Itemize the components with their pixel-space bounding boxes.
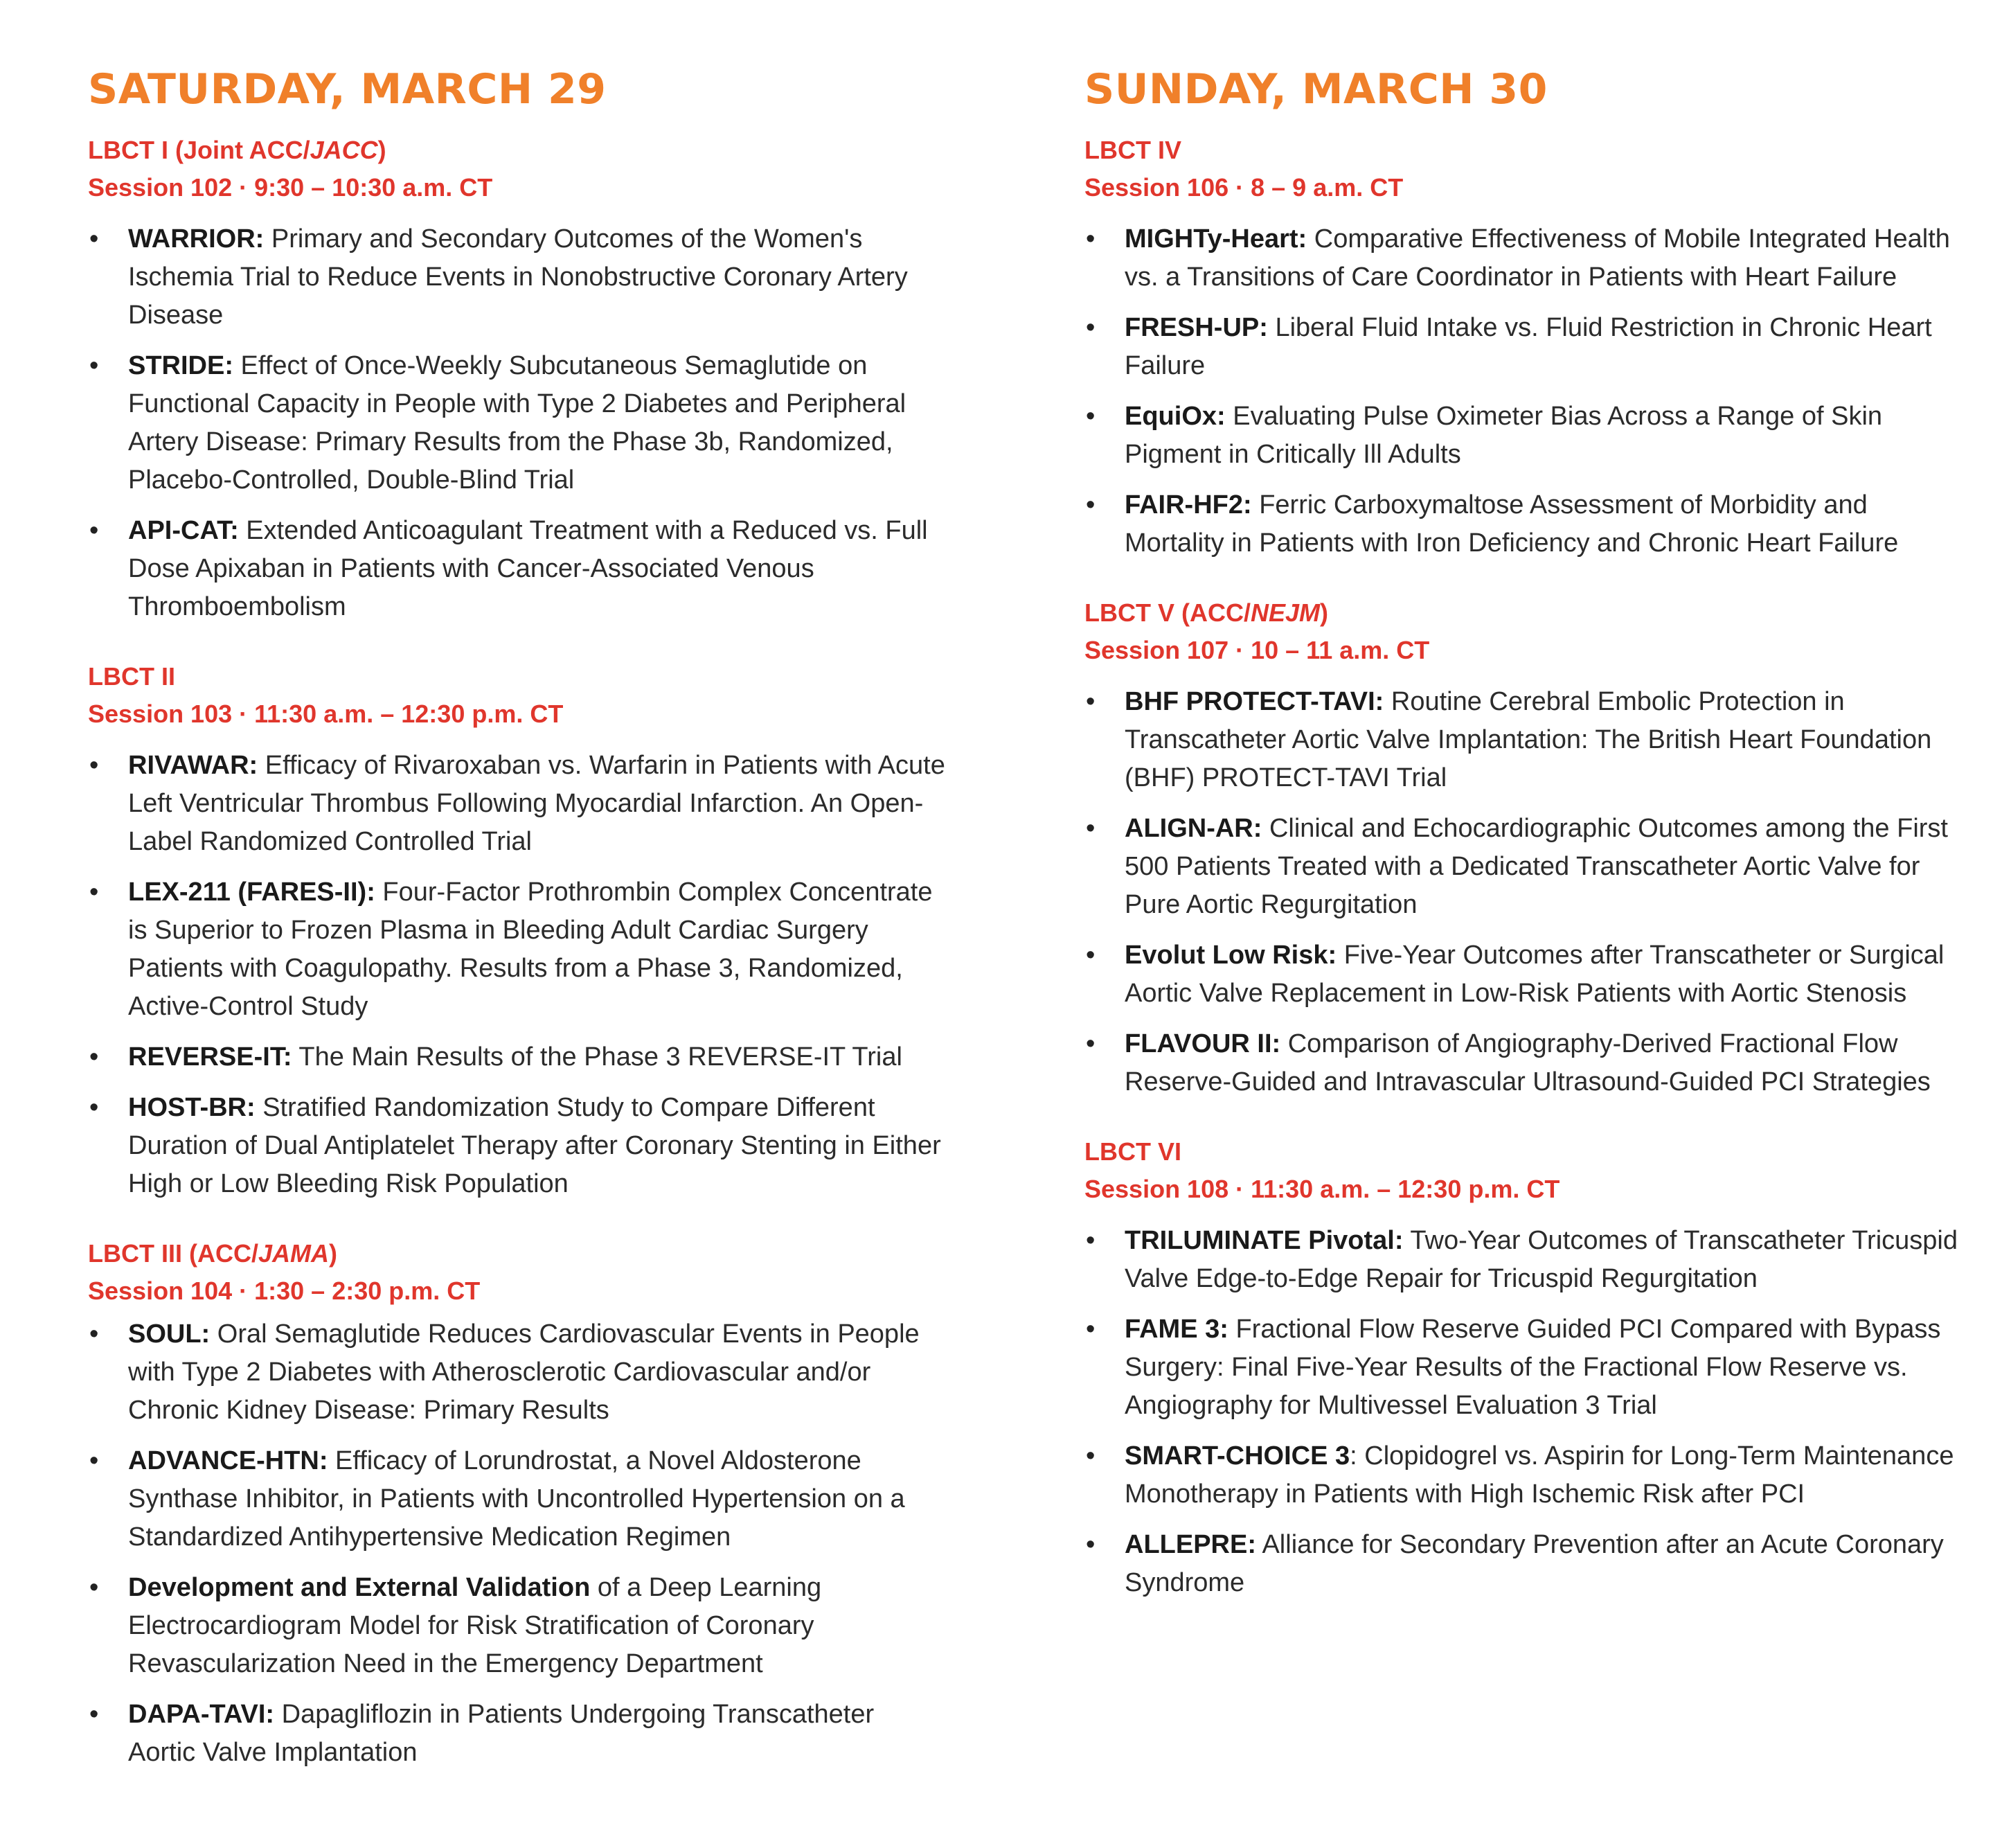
list-item: • WARRIOR: Primary and Secondary Outcomes of the Women's Ischemia Trial to Reduce Events in Nonobstructive Coronary Artery Disease: [88, 220, 947, 335]
session-track: LBCT VI: [1084, 1137, 1181, 1166]
bullet-icon: •: [1086, 313, 1096, 342]
bullet-icon: •: [1086, 814, 1096, 843]
bullet-icon: •: [89, 1320, 99, 1349]
bullet-icon: •: [89, 1042, 99, 1072]
list-item: • MIGHTy-Heart: Comparative Effectiveness of Mobile Integrated Health vs. a Transitions of Care Coordinator in Patients with Heart Failure: [1084, 220, 1964, 296]
bullet-icon: •: [89, 1093, 99, 1122]
bullet-icon: •: [89, 1446, 99, 1475]
bullet-icon: •: [89, 1573, 99, 1602]
trial-list: [88, 220, 947, 626]
list-item: • API-CAT: Extended Anticoagulant Treatment with a Reduced vs. Full Dose Apixaban in Patients with Cancer-Associated Venous Thromboembolism: [88, 512, 947, 626]
list-item: • FRESH-UP: Liberal Fluid Intake vs. Fluid Restriction in Chronic Heart Failure: [1084, 309, 1964, 385]
session-track: LBCT I (Joint ACC/JACC): [88, 136, 386, 164]
saturday-column: [88, 66, 947, 1804]
bullet-icon: •: [1086, 1441, 1096, 1471]
session-104: [88, 1235, 947, 1772]
session-time: Session 103 · 11:30 a.m. – 12:30 p.m. CT: [88, 700, 564, 728]
bullet-icon: •: [89, 1700, 99, 1729]
bullet-icon: •: [1086, 1315, 1096, 1344]
list-item: • SMART-CHOICE 3: Clopidogrel vs. Aspirin for Long-Term Maintenance Monotherapy in Patients with High Ischemic Risk after PCI: [1084, 1437, 1964, 1513]
list-item: • ALLEPRE: Alliance for Secondary Prevention after an Acute Coronary Syndrome: [1084, 1526, 1964, 1602]
bullet-icon: •: [1086, 1029, 1096, 1058]
list-item: • STRIDE: Effect of Once-Weekly Subcutaneous Semaglutide on Functional Capacity in People with Type 2 Diabetes and Peripheral Artery Disease: Primary Results from the Phase 3b, Randomized, Placebo-Controlled, Double-Blind Trial: [88, 347, 947, 499]
list-item: • Evolut Low Risk: Five-Year Outcomes after Transcatheter or Surgical Aortic Valve Replacement in Low-Risk Patients with Aortic Stenosis: [1084, 936, 1964, 1013]
bullet-icon: •: [1086, 687, 1096, 716]
session-106: [1084, 132, 1964, 562]
session-time: Session 107 · 10 – 11 a.m. CT: [1084, 636, 1430, 664]
session-time: Session 106 · 8 – 9 a.m. CT: [1084, 173, 1404, 202]
session-102: [88, 132, 947, 626]
list-item: • LEX-211 (FARES-II): Four-Factor Prothrombin Complex Concentrate is Superior to Frozen Plasma in Bleeding Adult Cardiac Surgery Patients with Coagulopathy. Results from a Phase 3, Randomized, Active-Control Study: [88, 873, 947, 1026]
sunday-column: [1084, 66, 1964, 1634]
trial-list: [88, 747, 947, 1203]
list-item: • ADVANCE-HTN: Efficacy of Lorundrostat, a Novel Aldosterone Synthase Inhibitor, in Patients with Uncontrolled Hypertension on a Standardized Antihypertensive Medication Regimen: [88, 1442, 947, 1556]
list-item: • BHF PROTECT-TAVI: Routine Cerebral Embolic Protection in Transcatheter Aortic Valve Implantation: The British Heart Foundation (BHF) PROTECT-TAVI Trial: [1084, 683, 1964, 797]
bullet-icon: •: [1086, 224, 1096, 254]
session-time: Session 104 · 1:30 – 2:30 p.m. CT: [88, 1277, 481, 1305]
day-title-sunday: SUNDAY, MARCH 30: [1084, 65, 1548, 114]
trial-list: [1084, 1222, 1964, 1602]
bullet-icon: •: [89, 751, 99, 780]
bullet-icon: •: [89, 351, 99, 380]
list-item: • Development and External Validation of a Deep Learning Electrocardiogram Model for Risk Stratification of Coronary Revascularization Need in the Emergency Department: [88, 1569, 947, 1683]
trial-list: [1084, 220, 1964, 562]
session-107: [1084, 594, 1964, 1101]
session-track: LBCT IV: [1084, 136, 1181, 164]
session-track: LBCT II: [88, 662, 175, 691]
trial-list: [1084, 683, 1964, 1101]
bullet-icon: •: [1086, 941, 1096, 970]
session-time: Session 102 · 9:30 – 10:30 a.m. CT: [88, 173, 493, 202]
session-103: [88, 658, 947, 1203]
list-item: • DAPA-TAVI: Dapagliflozin in Patients Undergoing Transcatheter Aortic Valve Implantation: [88, 1696, 947, 1772]
list-item: • ALIGN-AR: Clinical and Echocardiographic Outcomes among the First 500 Patients Treated with a Dedicated Transcatheter Aortic Valve for Pure Aortic Regurgitation: [1084, 810, 1964, 924]
trial-list: [88, 1315, 947, 1772]
session-108: [1084, 1133, 1964, 1602]
bullet-icon: •: [1086, 490, 1096, 519]
bullet-icon: •: [1086, 402, 1096, 431]
list-item: • SOUL: Oral Semaglutide Reduces Cardiovascular Events in People with Type 2 Diabetes with Atherosclerotic Cardiovascular and/or Chronic Kidney Disease: Primary Results: [88, 1315, 947, 1430]
day-title-saturday: SATURDAY, MARCH 29: [88, 65, 607, 114]
list-item: • REVERSE-IT: The Main Results of the Phase 3 REVERSE-IT Trial: [88, 1038, 947, 1076]
session-time: Session 108 · 11:30 a.m. – 12:30 p.m. CT: [1084, 1175, 1560, 1203]
bullet-icon: •: [89, 516, 99, 545]
list-item: • FAIR-HF2: Ferric Carboxymaltose Assessment of Morbidity and Mortality in Patients with Iron Deficiency and Chronic Heart Failure: [1084, 486, 1964, 562]
bullet-icon: •: [89, 878, 99, 907]
list-item: • HOST-BR: Stratified Randomization Study to Compare Different Duration of Dual Antiplatelet Therapy after Coronary Stenting in Either High or Low Bleeding Risk Population: [88, 1089, 947, 1203]
session-track: LBCT III (ACC/JAMA): [88, 1239, 337, 1268]
list-item: • RIVAWAR: Efficacy of Rivaroxaban vs. Warfarin in Patients with Acute Left Ventricular Thrombus Following Myocardial Infarction. An Open-Label Randomized Controlled Trial: [88, 747, 947, 861]
list-item: • FLAVOUR II: Comparison of Angiography-Derived Fractional Flow Reserve-Guided and Intravascular Ultrasound-Guided PCI Strategies: [1084, 1025, 1964, 1101]
session-track: LBCT V (ACC/NEJM): [1084, 598, 1329, 627]
bullet-icon: •: [1086, 1530, 1096, 1559]
bullet-icon: •: [89, 224, 99, 254]
list-item: • EquiOx: Evaluating Pulse Oximeter Bias Across a Range of Skin Pigment in Critically Ill Adults: [1084, 398, 1964, 474]
list-item: • FAME 3: Fractional Flow Reserve Guided PCI Compared with Bypass Surgery: Final Five-Year Results of the Fractional Flow Reserve vs. Angiography for Multivessel Evaluation 3 Trial: [1084, 1311, 1964, 1425]
bullet-icon: •: [1086, 1226, 1096, 1255]
list-item: • TRILUMINATE Pivotal: Two-Year Outcomes of Transcatheter Tricuspid Valve Edge-to-Edge Repair for Tricuspid Regurgitation: [1084, 1222, 1964, 1298]
